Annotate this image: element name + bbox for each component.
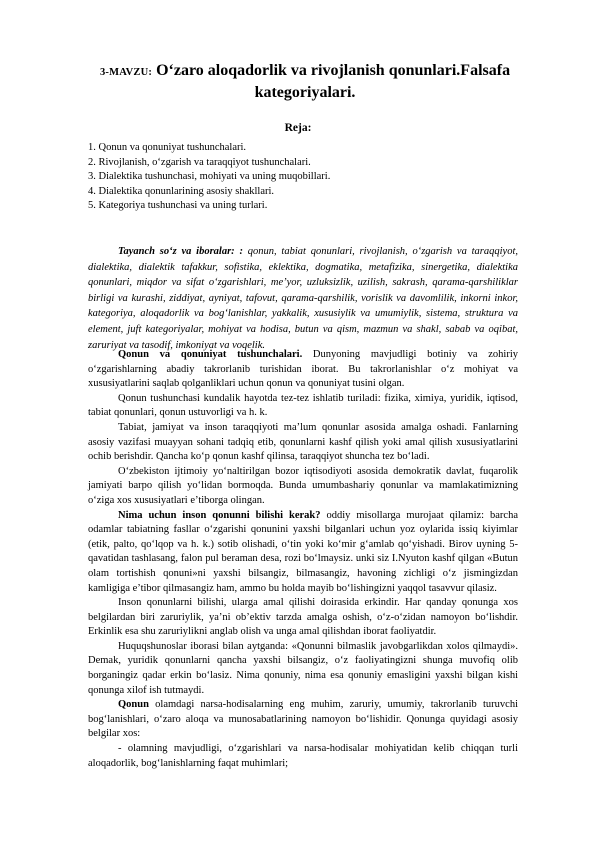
paragraph-text: - olamning mavjudligi, o‘zgarishlari va narsa-hodisalar mohiyatidan kelib chiqqan turli aloqadorlik, bog‘lanishlarning faqat muhimlari; <box>88 743 518 769</box>
paragraph-text: Tabiat, jamiyat va inson taraqqiyoti ma’lum qonunlar asosida amalga oshadi. Fanlarning asosiy vazifasi muayyan sohani tadqiq etib, qonunlarni kashf qilish yoki amal qilish xususiyatlarini ochib berishdir. Qancha ko‘p qonun kashf qilinsa, taraqqiyot shuncha tez bo‘ladi. <box>88 421 518 463</box>
paragraph <box>88 392 518 421</box>
paragraph-lead: Qonun <box>118 699 149 711</box>
paragraph-text: Qonun tushunchasi kundalik hayotda tez-tez ishlatib turiladi: fizika, ximiya, yuridik, iqtisod, tabiat qonunlari, qonun ustuvorligi va h. k. <box>88 392 518 419</box>
paragraph-lead: Qonun va qonuniyat tushunchalari. <box>118 349 303 360</box>
paragraph-text: oddiy misollarga murojaat qilamiz: barcha odamlar tabiatning fasllar o‘zgarishi qonunini yaxshi bilganlari uchun yoz oylarida issiq kiyimlar (etik, palto, qo‘lqop va h. k.) sotib olishadi, o‘tin yoki ko‘mir g‘amlab qo‘yishadi. Birov uyning 5-qavatidan tashlasang, falon pul beraman desa, rozi bo‘lmaysiz. unki siz I.Nyuton kashf qilgan «Butun olam tortishish qonuni»ni yaxshi bilsangiz, bilmasangiz, havoning zichligi o‘z jismingizdan kamligiga e’tibor qilmasangiz ham, ammo bu holda mayib bo‘lishingizni yaqqol tasavvur qilasiz. <box>88 509 518 594</box>
plan-heading: Reja: <box>284 122 312 134</box>
main-text <box>88 348 518 771</box>
paragraph <box>88 421 518 465</box>
paragraph-text: O‘zbekiston ijtimoiy yo‘naltirilgan bozor iqtisodiyoti asosida demokratik davlat, fuqarolik jamiyati barpo qilish yo‘lidan bormoqda. Bunda umumbashariy qonunlar va mamlakatimizning o‘ziga xos xususiyatlari e’tiborga olingan. <box>88 465 518 506</box>
topic-label: 3-MAVZU: <box>99 67 153 78</box>
paragraph-text: olamdagi narsa-hodisalarning eng muhim, zaruriy, umumiy, takrorlanib turuvchi bog‘lanishlari, o‘zaro aloqa va munosabatlarining namoyon bo‘lishidir. Qonunga quyidagi asosiy belgilar xos: <box>88 699 518 740</box>
keywords-section <box>88 244 518 353</box>
plan-list <box>88 141 518 214</box>
paragraph <box>88 465 518 509</box>
paragraph-text: Huquqshunoslar iborasi bilan aytganda: «Qonunni bilmaslik javobgarlikdan xolos qilmaydi». Demak, yuridik qonunlarni qancha yaxshi bilsangiz, o‘z faoliyatingizni shunga muvofiq olib borganingiz qadar erkin bo‘lasiz. Nima qonuniy, nima esa qonuniy emasligini yaxshi bilgan kishi qonunga xilof ish tutmaydi. <box>88 640 518 696</box>
keywords-text: qonun, tabiat qonunlari, rivojlanish, o‘zgarish va taraqqiyot, dialektika, dialektik tafakkur, sofistika, eklektika, dogmatika, metafizika, sinergetika, dialektika qonunlari, miqdor va sifat o‘zgarishlari, me’yor, uzluksizlik, uzilish, sakrash, qarama-qarshiliklar birligi va kurashi, ziddiyat, ayniyat, tafovut, qarama-qarshilik, vorislik va davomlilik, inkorni inkor, kategoriya, aloqadorlik va bog‘lanishlar, yakkalik, xususiylik va umumiylik, sistema, struktura va element, juft kategoriyalar, mohiyat va hodisa, butun va qism, mazmun va shakl, sabab va oqibat, zaruriyat va tasodif, imkoniyat va voqelik. <box>88 246 518 351</box>
main-title: O‘zaro aloqadorlik va rivojlanish qonunlari.Falsafa kategoriyalari. <box>156 62 511 101</box>
document-title <box>80 61 530 103</box>
plan-item: 4. Dialektika qonunlarining asosiy shakllari. <box>88 185 275 197</box>
paragraph <box>88 640 518 698</box>
paragraph <box>88 596 518 640</box>
keywords-label: Tayanch so‘z va iboralar: : <box>118 246 243 257</box>
paragraph-text: Inson qonunlarni bilishi, ularga amal qilishi doirasida erkindir. Har qanday qonunga xos belgilardan biri zaruriylik, ya’ni ob’ektiv tarzda amalga oshish, o‘z-o‘zidan namoyon bo‘lishdir. Erkinlik esa shu zaruriylikni anglab olish va unga amal qilishdan iborat faoliyatdir. <box>88 597 518 638</box>
plan-item: 5. Kategoriya tushunchasi va uning turlari. <box>88 200 268 212</box>
plan-item: 1. Qonun va qonuniyat tushunchalari. <box>88 142 247 153</box>
paragraph-lead: Nima uchun inson qonunni bilishi kerak? <box>118 509 321 521</box>
paragraph <box>88 348 518 392</box>
paragraph-text: Dunyoning mavjudligi botiniy va zohiriy o‘zgarishlarning abadiy takrorlanib turishidan iborat. Bu takrorlanishlar o‘z mohiyat va xususiyatlarini saqlab qolganliklari uchun qonun va qonuniyat tusini olgan. <box>88 349 518 390</box>
plan-item: 2. Rivojlanish, o‘zgarish va taraqqiyot tushunchalari. <box>88 156 311 168</box>
paragraph <box>88 698 518 742</box>
paragraph <box>88 509 518 597</box>
paragraph <box>88 742 518 771</box>
plan-item: 3. Dialektika tushunchasi, mohiyati va uning muqobillari. <box>88 171 331 183</box>
